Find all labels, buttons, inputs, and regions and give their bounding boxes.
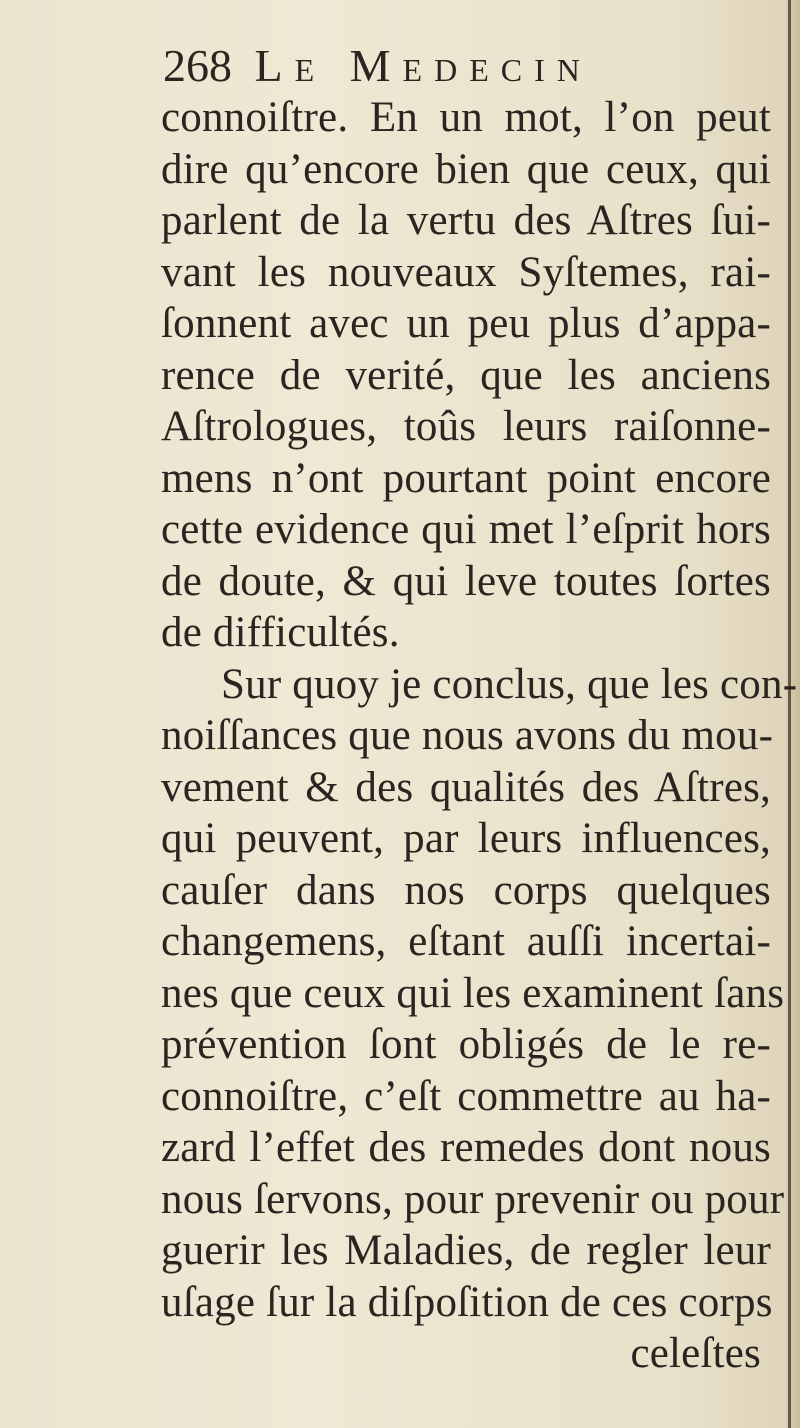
text-line: guerir les Maladies, de regler leur (161, 1227, 771, 1274)
text-line: Aſtrologues, toûs leurs raiſonne- (161, 403, 771, 450)
text-line: nes que ceux qui les examinent ſans (161, 969, 785, 1017)
body-text (161, 92, 798, 1380)
text-line: cauſer dans nos corps quelques (161, 866, 771, 914)
paragraph-2 (161, 659, 798, 1329)
text-line: vant les nouveaux Syſtemes, rai- (161, 248, 771, 296)
catchword: celeſtes (630, 1330, 761, 1377)
page-edge-shadow (788, 0, 791, 1428)
text-line: uſage ſur la diſpoſition de ces corps (161, 1278, 773, 1326)
page-number: 268 (163, 40, 232, 91)
text-line: rence de verité, que les anciens (161, 351, 771, 399)
paragraph-1 (161, 92, 771, 659)
text-line: vement & des qualités des Aſtres, (161, 763, 771, 811)
text-line: connoiſtre. En un mot, l’on peut (161, 94, 771, 141)
text-line: connoiſtre, c’eſt commettre au ha- (161, 1072, 771, 1120)
running-title: Le Medecin (254, 40, 592, 91)
text-line: mens n’ont pourtant point encore (161, 454, 771, 502)
text-line: parlent de la vertu des Aſtres ſui- (161, 197, 771, 244)
text-line: zard l’effet des remedes dont nous (161, 1124, 771, 1171)
text-line: de difficultés. (161, 609, 400, 656)
text-line: prévention ſont obligés de le re- (161, 1021, 771, 1068)
text-line: noiſſances que nous avons du mou- (161, 712, 774, 759)
text-line: Sur quoy je conclus, que les con- (221, 660, 798, 708)
running-header (163, 38, 683, 94)
text-line: qui peuvent, par leurs influences, (161, 815, 771, 862)
text-line: nous ſervons, pour prevenir ou pour (161, 1175, 785, 1223)
text-line: ſonnent avec un peu plus d’appa- (161, 300, 771, 347)
text-line: dire qu’encore bien que ceux, qui (161, 145, 771, 193)
text-line: de doute, & qui leve toutes ſortes (161, 557, 771, 605)
text-line: cette evidence qui met l’eſprit hors (161, 506, 771, 553)
text-line: changemens, eſtant auſſi incertai- (161, 918, 771, 965)
